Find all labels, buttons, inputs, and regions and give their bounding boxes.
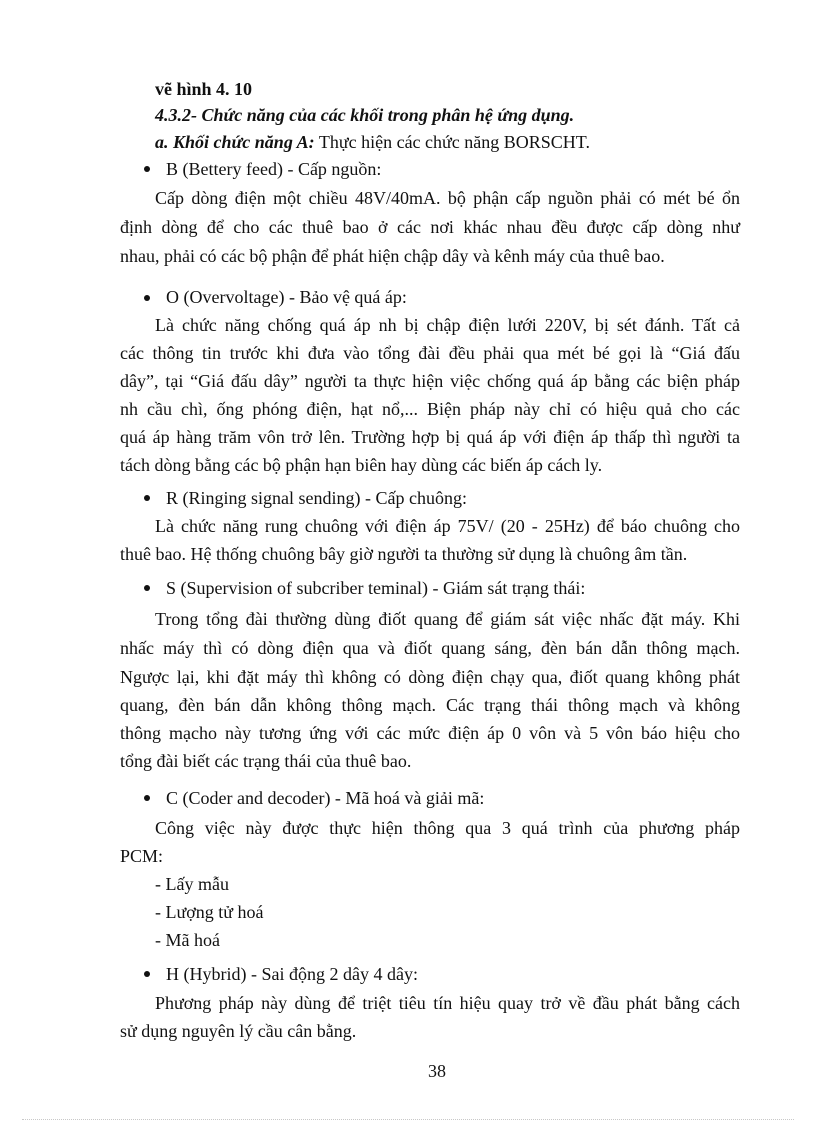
item-b-title: B (Bettery feed) - Cấp nguồn: [166,159,382,179]
bullet-icon [144,971,150,977]
item-o-line-2: các thông tin trước khi đưa vào tổng đài đều phải qua mét bé gọi là “Giá đấu [120,343,740,363]
item-s-line-5: thông mạcho này tương ứng với các mức điện áp 0 vôn và 5 vôn báo hiệu cho [120,723,740,743]
section-heading: 4.3.2- Chức năng của các khối trong phân hệ ứng dụng. [155,105,575,125]
item-s-title: S (Supervision of subcriber teminal) - Giám sát trạng thái: [166,578,586,598]
item-o-line-4: nh cầu chì, ống phóng điện, hạt nổ,... Biện pháp này chỉ có hiệu quả cho các [120,399,740,419]
block-a-paragraph [155,129,590,155]
item-c-subitem: - Lấy mẫu [155,874,229,894]
item-s-line-2: nhấc máy thì có dòng điện qua và điốt quang sáng, đèn bán dẫn thông mạch. [120,638,740,658]
item-h-line-2: sử dụng nguyên lý cầu cân bằng. [120,1021,357,1041]
item-o-line-5: quá áp hàng trăm vôn trở lên. Trường hợp bị quá áp với điện áp thấp thì người ta [120,427,740,447]
item-r-line-1: Là chức năng rung chuông với điện áp 75V/ (20 - 25Hz) để báo chuông cho [155,516,740,536]
item-s-line-4: quang, đèn bán dẫn không thông mạch. Các trạng thái thông mạch và không [120,695,740,715]
block-a-label: a. Khối chức năng A: [155,132,315,152]
item-o-line-1: Là chức năng chống quá áp nh bị chập điện lưới 220V, bị sét đánh. Tất cả [155,315,740,335]
item-c-subitem: - Mã hoá [155,930,220,950]
item-h-title: H (Hybrid) - Sai động 2 dây 4 dây: [166,964,418,984]
item-b-line-1: Cấp dòng điện một chiều 48V/40mA. bộ phận cấp nguồn phải có mét bé ổn [155,188,740,208]
item-c-line-1: Công việc này được thực hiện thông qua 3 quá trình của phương pháp [155,818,740,838]
item-c-subitem: - Lượng tử hoá [155,902,264,922]
item-c-title: C (Coder and decoder) - Mã hoá và giải mã: [166,788,485,808]
block-a-text: Thực hiện các chức năng BORSCHT. [318,132,590,152]
item-o-line-6: tách dòng bằng các bộ phận hạn biên hay dùng các biến áp cách ly. [120,455,603,475]
item-b-line-3: nhau, phải có các bộ phận để phát hiện chập dây và kênh máy của thuê bao. [120,246,665,266]
item-s-line-3: Ngược lại, khi đặt máy thì không có dòng điện chạy qua, điốt quang không phát [120,667,740,687]
intro-line: vẽ hình 4. 10 [155,79,253,99]
bullet-icon [144,295,150,301]
bullet-icon [144,795,150,801]
item-h-line-1: Phương pháp này dùng để triệt tiêu tín hiệu quay trở về đầu phát bằng cách [155,993,740,1013]
item-o-line-3: dây”, tại “Giá đấu dây” người ta thực hiện việc chống quá áp bằng các biện pháp [120,371,740,391]
item-r-title: R (Ringing signal sending) - Cấp chuông: [166,488,467,508]
item-r-line-2: thuê bao. Hệ thống chuông bây giờ người ta thường sử dụng là chuông âm tần. [120,544,688,564]
bullet-icon [144,495,150,501]
item-b-line-2: định dòng để cho các thuê bao ở các nơi khác nhau đều được cấp dòng như [120,217,740,237]
page-number: 38 [428,1061,446,1081]
bullet-icon [144,585,150,591]
item-s-line-6: tổng đài biết các trạng thái của thuê bao. [120,751,412,771]
item-c-line-2: PCM: [120,846,164,866]
bullet-icon [144,166,150,172]
page-bottom-divider [22,1119,794,1120]
item-o-title: O (Overvoltage) - Bảo vệ quá áp: [166,287,407,307]
item-s-line-1: Trong tổng đài thường dùng điốt quang để giám sát việc nhấc đặt máy. Khi [155,609,740,629]
